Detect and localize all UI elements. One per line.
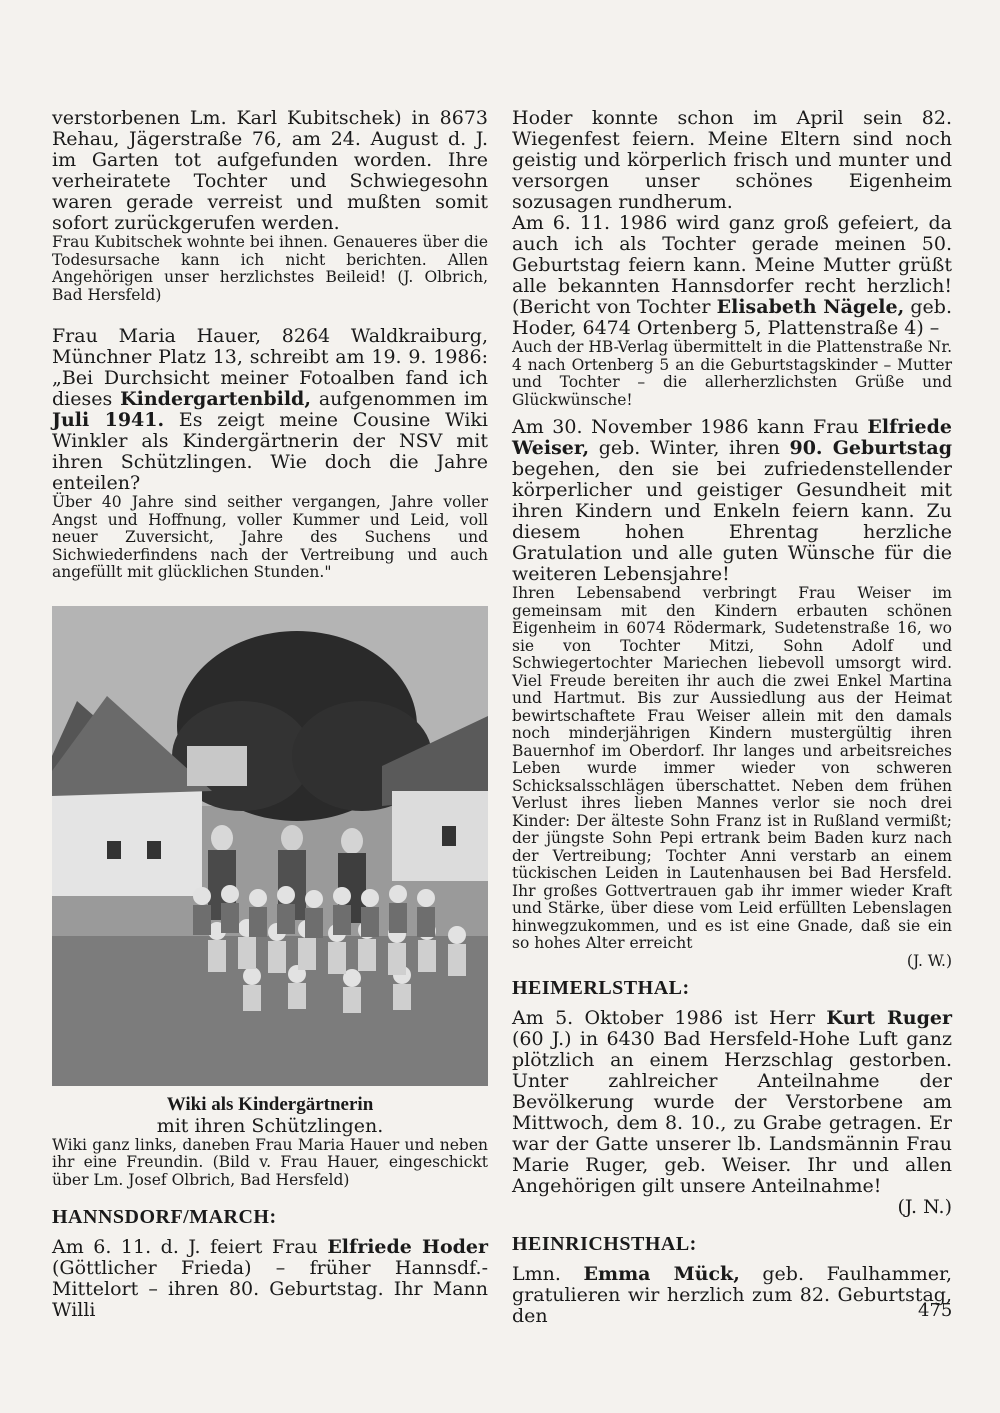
- ruger-text: Am 5. Oktober 1986 ist Herr Kurt Ruger (60 J.) in 6430 Bad Hersfeld-Hohe Luft ganz plötzlich an einem Herzschlag gestorben. Unter zahlreicher Anteilnahme der Bevölkerung wurde der Verstorbene am Mittwoch, dem 8. 10., zu Grabe getragen. Er war der Gatte unserer lb. Landsmännin Frau Marie Ruger, geb. Weiser. Ihr und allen Angehörigen gilt unsere Anteilnahme!: [512, 1007, 952, 1197]
- weiser-text: Am 30. November 1986 kann Frau Elfriede Weiser, geb. Winter, ihren 90. Geburtstag begehen, den sie bei zufriedenstellender körperlicher und geistiger Gesundheit mit ihren Kindern und Enkeln feiern kann. Zu diesem hohen Ehrentag herzliche Gratulation und alle guten Wünsche für die weiteren Lebensjahre!: [512, 416, 952, 585]
- caption-subtitle: mit ihren Schützlingen.: [156, 1114, 384, 1137]
- naegele-note: Auch der HB-Verlag übermittelt in die Plattenstraße Nr. 4 nach Ortenberg 5 an die Geburtstagskinder – Mutter und Tochter – die allerherzlichsten Grüße und Glückwünsche!: [512, 338, 952, 409]
- naegele-text: Am 6. 11. 1986 wird ganz groß gefeiert, da auch ich als Tochter gerade meinen 50. Geburtstag feiern kann. Meine Mutter grüßt alle bekannten Hannsdorfer recht herzlich! (Bericht von Tochter Elisabeth Nägele, geb. Hoder, 6474 Ortenberg 5, Plattenstraße 4) –: [512, 212, 952, 339]
- hauer-letter-small: Über 40 Jahre sind seither vergangen, Jahre voller Angst und Hoffnung, voller Kummer und Leid, voll neuer Zuversicht, Jahre des Suchens und Sichwiederfindens nach der Vertreibung und auch angefüllt mit glücklichen Stunden.": [52, 493, 488, 581]
- hauer-letter: Frau Maria Hauer, 8264 Waldkraiburg, Münchner Platz 13, schreibt am 19. 9. 1986: „Bei Durchsicht meiner Fotoalben fand ich dieses Kindergartenbild, aufgenommen im Juli 1941. Es zeigt meine Cousine Wiki Winkler als Kindergärtnerin der NSV mit ihren Schützlingen. Wie doch die Jahre enteilen?: [52, 325, 488, 494]
- caption-title: Wiki als Kindergärtnerin: [166, 1093, 374, 1115]
- photo-caption: [52, 1094, 488, 1137]
- page-number: 475: [918, 1300, 953, 1321]
- left-column: [52, 108, 488, 1321]
- heading-heimerlsthal: HEIMERLSTHAL:: [512, 977, 690, 999]
- kubitschek-text: verstorbenen Lm. Karl Kubitschek) in 8673 Rehau, Jägerstraße 76, am 24. August d. J. im Garten tot aufgefunden worden. Ihre verheiratete Tochter und Schwiegesohn waren gerade verreist und mußten somit sofort zurückgerufen werden.: [52, 107, 488, 234]
- right-column: [512, 108, 952, 1327]
- heading-heinrichsthal: HEINRICHSTHAL:: [512, 1233, 697, 1255]
- mueck-text: Lmn. Emma Mück, geb. Faulhammer, gratulieren wir herzlich zum 82. Geburtstag, den: [512, 1263, 952, 1327]
- weiser-signature: (J. W.): [906, 951, 952, 970]
- caption-note: Wiki ganz links, daneben Frau Maria Hauer und neben ihr eine Freundin. (Bild v. Frau Hauer, eingeschickt über Lm. Josef Olbrich, Bad Hersfeld): [52, 1135, 488, 1189]
- kubitschek-note: Frau Kubitschek wohnte bei ihnen. Genaueres über die Todesursache kann ich nicht berichten. Allen Angehörigen unser herzlichstes Beileid! (J. Olbrich, Bad Hersfeld): [52, 233, 488, 304]
- weiser-note: Ihren Lebensabend verbringt Frau Weiser im gemeinsam mit den Kindern erbauten schönen Eigenheim in 6074 Rödermark, Sudetenstraße 16, wo sie von Tochter Mitzi, Sohn Adolf und Schwiegertochter Mariechen liebevoll umsorgt wird. Viel Freude bereiten ihr auch die zwei Enkel Martina und Hartmut. Bis zur Aussiedlung aus der Heimat bewirtschaftete Frau Weiser allein mit den damals noch minderjährigen Kindern mustergültig ihren Bauernhof im Oberdorf. Ihr langes und arbeitsreiches Leben wurde immer wieder von schweren Schicksalsschlägen überschattet. Neben dem frühen Verlust ihres lieben Mannes verlor sie noch drei Kinder: Der älteste Sohn Franz ist in Rußland vermißt; der jüngste Sohn Pepi ertrank beim Baden kurz nach der Vertreibung; Tochter Anni verstarb an einem tückischen Leiden in Lautenhausen bei Bad Hersfeld. Ihr großes Gottvertrauen gab ihr immer wieder Kraft und Stärke, über diese vom Leid erfüllten Lebenslagen hinwegzukommen, und es ist eine Gnade, daß sie ein so hohes Alter erreicht: [512, 584, 952, 952]
- heading-hannsdorf: HANNSDORF/MARCH:: [52, 1206, 277, 1228]
- hoder-text: Am 6. 11. d. J. feiert Frau Elfriede Hoder (Göttlicher Frieda) – früher Hannsdf.-Mittelort – ihren 80. Geburtstag. Ihr Mann Willi: [52, 1236, 489, 1321]
- kindergarten-photo: [52, 606, 488, 1086]
- hoder-continued: Hoder konnte schon im April sein 82. Wiegenfest feiern. Meine Eltern sind noch geistig und körperlich frisch und munter und versorgen unser schönes Eigenheim sozusagen rundherum.: [512, 107, 952, 213]
- ruger-signature: (J. N.): [897, 1196, 952, 1218]
